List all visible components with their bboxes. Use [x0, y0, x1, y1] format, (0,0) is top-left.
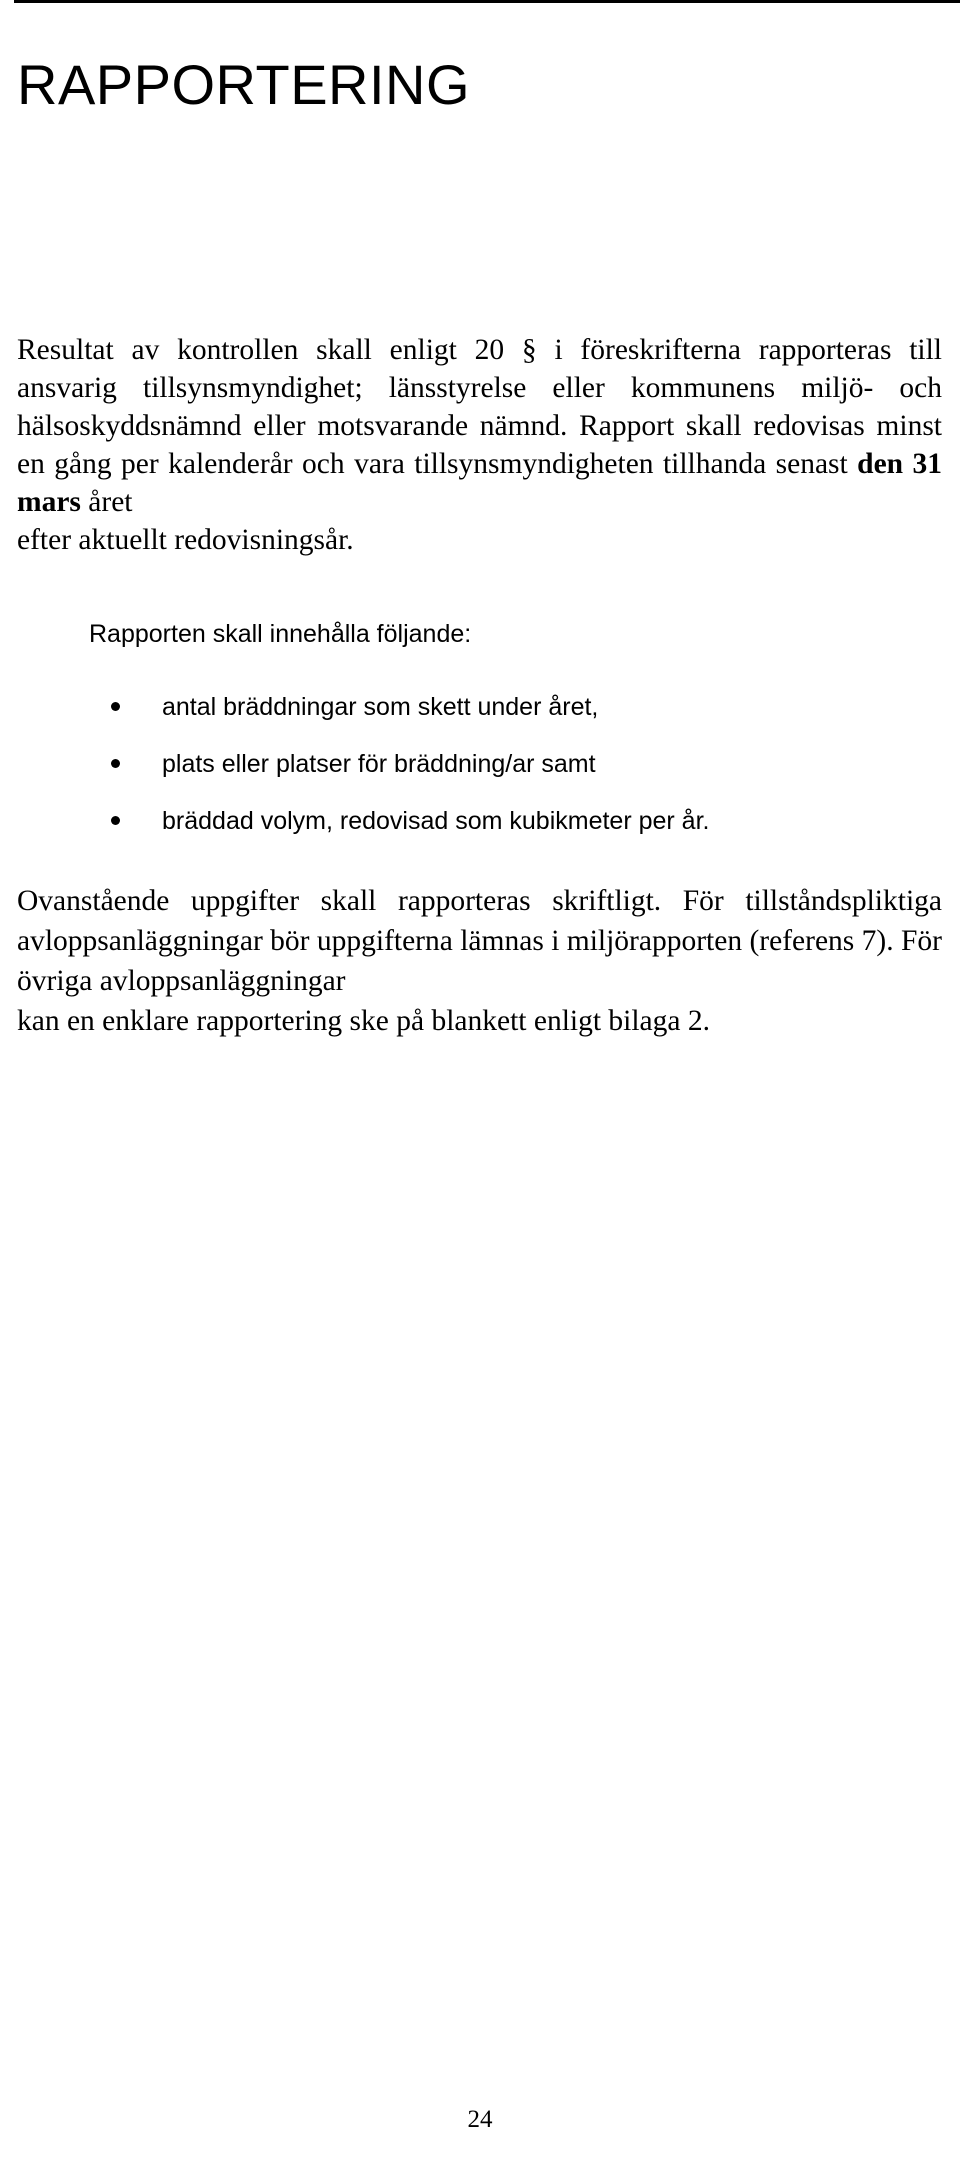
- paragraph-written-reporting: [17, 881, 942, 1041]
- paragraph-2-text: Ovanstående uppgifter skall rapporteras skriftligt. För tillståndspliktiga avloppsanläggningar bör uppgifterna lämnas i miljörapporten (referens 7). För övriga avloppsanläggningar: [17, 885, 942, 997]
- paragraph-1-text: Resultat av kontrollen skall enligt 20 § i föreskrifterna rapporteras till ansvarig tillsynsmyndighet; länsstyrelse eller kommunens miljö- och hälsoskyddsnämnd eller motsvarande nämnd. Rapport skall redovisas minst en gång per kalenderår och vara tillsynsmyndigheten tillhanda senast: [17, 334, 942, 480]
- top-rule: [14, 0, 960, 3]
- paragraph-1-text-after: året: [80, 486, 133, 518]
- report-contents-intro: Rapporten skall innehålla följande:: [89, 620, 472, 648]
- paragraph-2-last-line: kan en enklare rapportering ske på blankett enligt bilaga 2.: [17, 1005, 710, 1037]
- paragraph-1-last-line: efter aktuellt redovisningsår.: [17, 524, 354, 556]
- deadline-date: den 31 mars: [17, 448, 942, 518]
- bullet-icon: [111, 759, 120, 768]
- list-item-text: antal bräddningar som skett under året,: [162, 693, 599, 721]
- bullet-icon: [111, 816, 120, 825]
- list-item-text: plats eller platser för bräddning/ar samt: [162, 750, 596, 778]
- page-heading: RAPPORTERING: [17, 53, 471, 116]
- paragraph-reporting-requirements: [17, 331, 942, 559]
- list-item-text: bräddad volym, redovisad som kubikmeter per år.: [162, 807, 710, 835]
- bullet-icon: [111, 702, 120, 711]
- page-number: 24: [467, 2106, 493, 2133]
